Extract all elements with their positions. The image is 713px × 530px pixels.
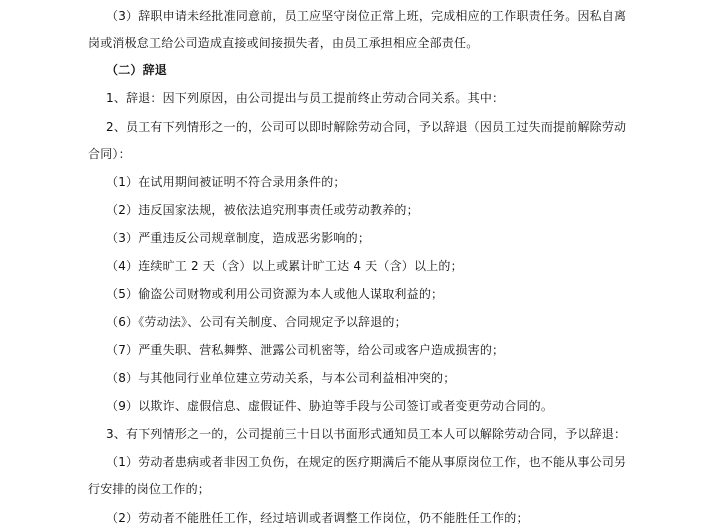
- list-item-7: （7）严重失职、营私舞弊、泄露公司机密等，给公司或客户造成损害的；: [106, 343, 505, 357]
- list-item-4: （4）连续旷工 2 天（含）以上或累计旷工达 4 天（含）以上的；: [106, 259, 463, 273]
- list-item-2: （2）违反国家法规，被依法追究刑事责任或劳动教养的；: [106, 203, 419, 217]
- list-item-1: （1）在试用期间被证明不符合录用条件的；: [106, 175, 346, 189]
- list-item-5: （5）偷盗公司财物或利用公司资源为本人或他人谋取利益的；: [106, 287, 444, 301]
- list-item-6: （6）《劳动法》、公司有关制度、合同规定予以辞退的；: [106, 315, 407, 329]
- paragraph-dismissal-1: 1、辞退：因下列原因，由公司提出与员工提前终止劳动合同关系。其中：: [106, 91, 505, 105]
- section-heading-dismissal: （二）辞退: [106, 63, 168, 77]
- paragraph-dismissal-2-line2: 合同）：: [88, 147, 131, 161]
- paragraph-resignation-3-line1: （3）辞职申请未经批准同意前，员工应坚守岗位正常上班，完成相应的工作职责任务。因私自离: [106, 9, 627, 23]
- list-item-3-2: （2）劳动者不能胜任工作，经过培训或者调整工作岗位，仍不能胜任工作的；: [106, 511, 529, 525]
- list-item-3-1-line2: 行安排的岗位工作的；: [88, 482, 211, 496]
- paragraph-resignation-3-line2: 岗或消极怠工给公司造成直接或间接损失者，由员工承担相应全部责任。: [88, 36, 479, 50]
- list-item-3-1-line1: （1）劳动者患病或者非因工负伤，在规定的医疗期满后不能从事原岗位工作，也不能从事公司另: [106, 455, 627, 469]
- list-item-8: （8）与其他同行业单位建立劳动关系，与本公司利益相冲突的；: [106, 371, 456, 385]
- list-item-3: （3）严重违反公司规章制度，造成恶劣影响的；: [106, 231, 371, 245]
- list-item-9: （9）以欺诈、虚假信息、虚假证件、胁迫等手段与公司签订或者变更劳动合同的。: [106, 399, 554, 413]
- paragraph-dismissal-3: 3、有下列情形之一的，公司提前三十日以书面形式通知员工本人可以解除劳动合同，予以辞退：: [106, 427, 627, 441]
- paragraph-dismissal-2-line1: 2、员工有下列情形之一的，公司可以即时解除劳动合同，予以辞退（因员工过失而提前解除劳动: [106, 120, 627, 134]
